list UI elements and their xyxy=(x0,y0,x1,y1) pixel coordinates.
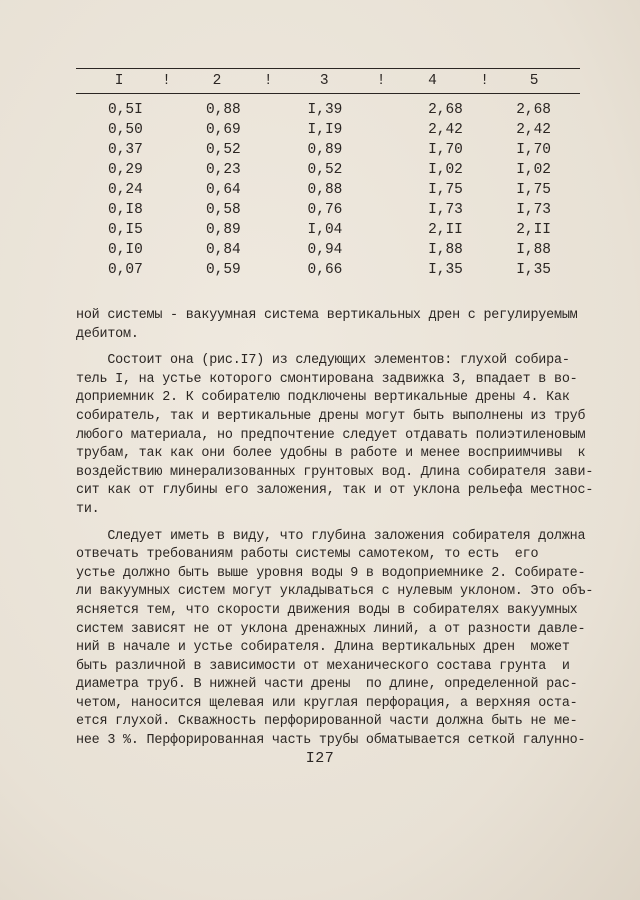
table-cell: 0,64 xyxy=(205,182,241,198)
cell-spacer xyxy=(163,220,170,240)
cell-spacer xyxy=(163,100,170,120)
table-cell: I,75 xyxy=(516,182,552,198)
table-cell: 0,88 xyxy=(205,102,241,118)
column-separator: ! xyxy=(480,73,489,89)
table-cell: 0,I8 xyxy=(108,202,143,218)
column-separator: ! xyxy=(376,73,386,89)
column-separator: ! xyxy=(162,73,171,89)
cell-spacer xyxy=(377,180,384,200)
table-row xyxy=(76,120,580,140)
cell-spacer xyxy=(264,140,271,160)
table-cell: I,73 xyxy=(516,202,552,218)
cell-spacer xyxy=(481,240,488,260)
cell-spacer xyxy=(377,220,384,240)
table-cell: I,88 xyxy=(428,242,463,258)
cell-spacer xyxy=(163,260,170,280)
body-text xyxy=(76,307,596,751)
paragraph-gap xyxy=(76,520,596,528)
text-line: сит как от глубины его заложения, так и от уклона рельефа местнос- xyxy=(76,483,594,499)
table-cell: 0,5I xyxy=(108,102,143,118)
text-line: доприемник 2. К собирателю подключены вертикальные дрены 4. Как xyxy=(76,390,570,406)
text-line: ясняется тем, что скорости движения воды в собирателях вакуумных xyxy=(76,602,578,618)
text-line: нее 3 %. Перфорированная часть трубы обматывается сеткой галунно- xyxy=(76,733,586,749)
cell-spacer xyxy=(264,240,271,260)
table-cell: 0,23 xyxy=(205,162,241,178)
cell-spacer xyxy=(481,200,488,220)
paragraph-gap xyxy=(76,344,596,352)
cell-spacer xyxy=(163,240,170,260)
table-cell: 2,II xyxy=(428,222,463,238)
page-number: I27 xyxy=(305,750,335,767)
text-line: устье должно быть выше уровня воды 9 в водоприемнике 2. Собирате- xyxy=(76,565,586,581)
column-header-1: I xyxy=(114,73,124,89)
cell-spacer xyxy=(264,260,271,280)
cell-spacer xyxy=(264,100,271,120)
table-cell: 2,68 xyxy=(516,102,552,118)
table-cell: 0,89 xyxy=(307,142,343,158)
table-row xyxy=(76,160,580,180)
table-cell: 0,52 xyxy=(205,142,241,158)
data-table xyxy=(76,68,580,280)
text-line: диаметра труб. В нижней части дрены по длине, определенной рас- xyxy=(76,677,578,693)
text-line: воздействию минерализованных грунтовых вод. Длина собирателя зави- xyxy=(76,464,594,480)
table-cell: 0,52 xyxy=(307,162,343,178)
column-separator: ! xyxy=(263,73,273,89)
column-header-3: 3 xyxy=(319,73,329,89)
table-cell: 0,94 xyxy=(307,242,343,258)
text-line: систем зависят не от уклона дренажных линий, а от разности давле- xyxy=(76,621,586,637)
cell-spacer xyxy=(481,120,488,140)
text-line: трубам, так как они более удобны в работе и менее восприимчивы к xyxy=(76,446,586,462)
table-cell: I,35 xyxy=(428,262,463,278)
table-cell: 0,66 xyxy=(307,262,343,278)
cell-spacer xyxy=(264,160,271,180)
table-cell: 0,59 xyxy=(205,262,241,278)
cell-spacer xyxy=(163,200,170,220)
table-row xyxy=(76,100,580,120)
text-line: быть различной в зависимости от механического состава грунта и xyxy=(76,658,570,674)
column-header-5: 5 xyxy=(529,73,539,89)
table-cell: I,73 xyxy=(428,202,463,218)
table-cell: I,02 xyxy=(428,162,463,178)
cell-spacer xyxy=(377,200,384,220)
table-row xyxy=(76,220,580,240)
table-row xyxy=(76,240,580,260)
cell-spacer xyxy=(481,100,488,120)
text-line: четом, наносится щелевая или круглая перфорация, а верхняя оста- xyxy=(76,695,578,711)
cell-spacer xyxy=(264,220,271,240)
table-cell: 2,42 xyxy=(428,122,463,138)
text-line: ется глухой. Скважность перфорированной части должна быть не ме- xyxy=(76,714,578,730)
cell-spacer xyxy=(481,220,488,240)
table-cell: 0,58 xyxy=(205,202,241,218)
table-cell: I,88 xyxy=(516,242,552,258)
table-cell: 0,84 xyxy=(205,242,241,258)
text-line: собиратель, так и вертикальные дрены могут быть выполнены из труб xyxy=(76,408,586,424)
table-row xyxy=(76,140,580,160)
table-cell: 0,76 xyxy=(307,202,343,218)
cell-spacer xyxy=(264,180,271,200)
cell-spacer xyxy=(163,160,170,180)
text-line: отвечать требованиям работы системы самотеком, то есть его xyxy=(76,547,539,563)
table-cell: I,04 xyxy=(307,222,343,238)
text-line: дебитом. xyxy=(76,326,139,342)
cell-spacer xyxy=(481,260,488,280)
table-cell: 0,89 xyxy=(205,222,241,238)
table-header-rule xyxy=(76,93,580,94)
cell-spacer xyxy=(163,180,170,200)
cell-spacer xyxy=(377,100,384,120)
cell-spacer xyxy=(163,140,170,160)
table-cell: 0,I0 xyxy=(108,242,143,258)
table-header-row xyxy=(76,72,580,91)
text-line: ной системы - вакуумная система вертикальных дрен с регулируемым xyxy=(76,308,578,323)
table-cell: 0,50 xyxy=(108,122,143,138)
table-cell: 0,37 xyxy=(108,142,143,158)
cell-spacer xyxy=(481,160,488,180)
table-cell: 2,68 xyxy=(428,102,463,118)
table-cell: 2,42 xyxy=(516,122,552,138)
text-line: ний в начале и устье собирателя. Длина вертикальных дрен может xyxy=(76,640,570,656)
text-line: ти. xyxy=(76,501,100,517)
cell-spacer xyxy=(377,240,384,260)
table-top-rule xyxy=(76,68,580,69)
table-row xyxy=(76,260,580,280)
table-cell: 0,88 xyxy=(307,182,343,198)
table-cell: I,70 xyxy=(516,142,552,158)
cell-spacer xyxy=(481,180,488,200)
cell-spacer xyxy=(481,140,488,160)
cell-spacer xyxy=(264,120,271,140)
table-cell: 0,29 xyxy=(108,162,143,178)
table-cell: I,I9 xyxy=(307,122,343,138)
text-line: Следует иметь в виду, что глубина заложения собирателя должна xyxy=(76,528,586,544)
table-cell: 0,07 xyxy=(108,262,143,278)
text-line: любого материала, но предпочтение следует отдавать полиэтиленовым xyxy=(76,427,586,443)
text-line: ли вакуумных систем могут укладываться с нулевым уклоном. Это объ- xyxy=(76,584,594,600)
cell-spacer xyxy=(377,140,384,160)
paragraph xyxy=(76,307,596,344)
cell-spacer xyxy=(163,120,170,140)
table-cell: I,70 xyxy=(428,142,463,158)
table-cell: I,75 xyxy=(428,182,463,198)
table-cell: I,39 xyxy=(307,102,343,118)
table-cell: 2,II xyxy=(516,222,552,238)
paragraph xyxy=(76,528,596,751)
table-body xyxy=(76,100,580,280)
table-row xyxy=(76,180,580,200)
column-header-2: 2 xyxy=(212,73,222,89)
cell-spacer xyxy=(377,160,384,180)
cell-spacer xyxy=(377,260,384,280)
text-line: тель I, на устье которого смонтирована задвижка 3, впадает в во- xyxy=(76,371,578,387)
table-cell: 0,I5 xyxy=(108,222,143,238)
table-cell: I,02 xyxy=(516,162,552,178)
table-cell: 0,24 xyxy=(108,182,143,198)
cell-spacer xyxy=(264,200,271,220)
text-line: Состоит она (рис.I7) из следующих элементов: глухой собира- xyxy=(76,353,570,369)
table-cell: 0,69 xyxy=(205,122,241,138)
paragraph xyxy=(76,352,596,519)
table-cell: I,35 xyxy=(516,262,552,278)
table-row xyxy=(76,200,580,220)
column-header-4: 4 xyxy=(428,73,437,89)
cell-spacer xyxy=(377,120,384,140)
